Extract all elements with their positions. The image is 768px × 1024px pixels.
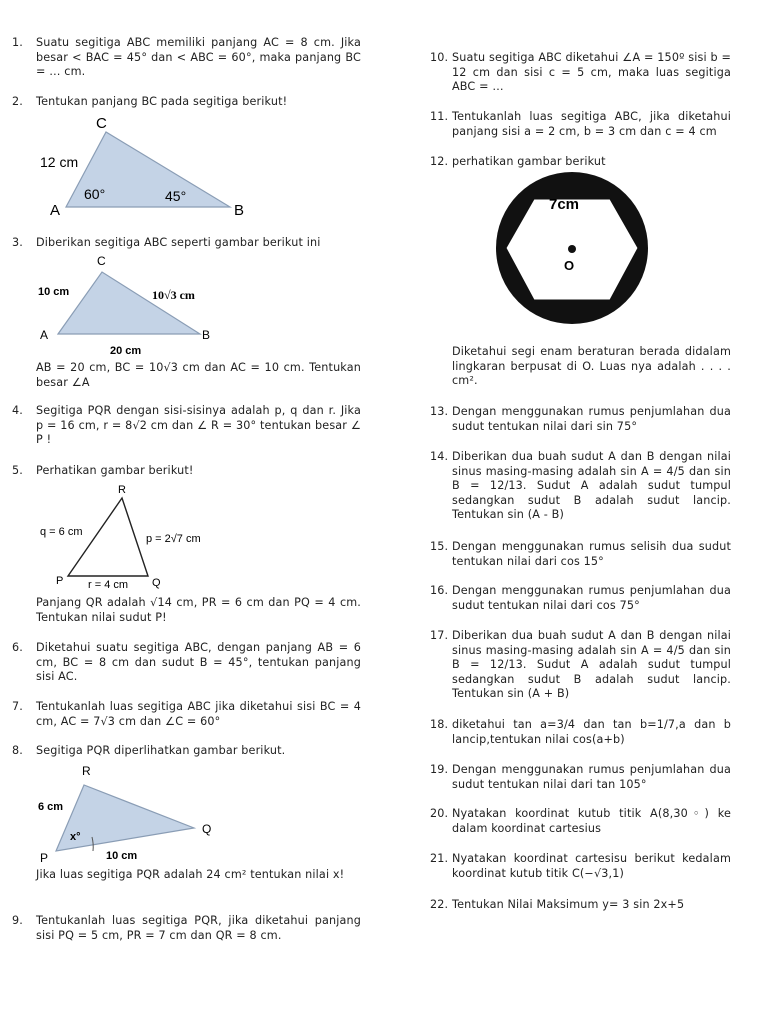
side-pr-label: 6 cm	[38, 801, 64, 813]
question-text: Dengan menggunakan rumus penjumlahan dua sudut tentukan nilai dari cos 75°	[452, 584, 731, 612]
question-text: Suatu segitiga ABC memiliki panjang AC = 8 cm. Jika besar < BAC = 45° dan < ABC = 60°, maka panjang BC = … cm.	[36, 36, 361, 79]
question-number: 12.	[430, 155, 449, 168]
vertex-label-q: Q	[152, 577, 161, 589]
question-number: 17.	[430, 629, 449, 642]
question-number: 7.	[12, 700, 23, 713]
question-number: 20.	[430, 807, 449, 820]
triangle-figure-q5	[36, 480, 236, 594]
question-number: 18.	[430, 718, 449, 731]
question-text: Tentukanlah luas segitiga ABC, jika diketahui panjang sisi a = 2 cm, b = 3 cm dan c = 4 cm	[452, 110, 731, 138]
side-bc-label: 10√3 cm	[152, 288, 195, 302]
question-text: Diketahui suatu segitiga ABC, dengan panjang AB = 6 cm, BC = 8 cm dan sudut B = 45°, tentukan panjang sisi AC.	[36, 641, 361, 684]
question-text: Nyatakan koordinat cartesisu berikut kedalam koordinat kutub titik C(−√3,1)	[452, 852, 731, 880]
vertex-label-p: P	[40, 851, 49, 865]
triangle-figure-q3	[28, 252, 258, 360]
vertex-label-b: B	[234, 202, 245, 219]
question-text: Dengan menggunakan rumus penjumlahan dua sudut tentukan nilai dari sin 75°	[452, 405, 731, 433]
question-text: Diberikan segitiga ABC seperti gambar berikut ini	[36, 236, 321, 249]
angle-a-label: 60°	[84, 186, 106, 202]
vertex-label-q: Q	[202, 822, 212, 836]
question-number: 6.	[12, 641, 23, 654]
triangle-figure-q8	[34, 760, 234, 868]
question-text: Perhatikan gambar berikut!	[36, 464, 194, 477]
vertex-label-p: P	[56, 575, 64, 587]
question-text: Dengan menggunakan rumus selisih dua sudut tentukan nilai dari cos 15°	[452, 540, 731, 568]
hexagon-circle-figure	[494, 170, 650, 326]
question-text: Tentukan panjang BC pada segitiga berikut!	[36, 95, 288, 108]
question-text: Tentukanlah luas segitiga ABC jika diketahui sisi BC = 4 cm, AC = 7√3 cm dan ∠C = 60°	[36, 700, 361, 728]
vertex-label-r: R	[82, 764, 91, 778]
side-p-label: p = 2√7 cm	[146, 533, 201, 545]
vertex-label-a: A	[50, 202, 61, 219]
question-number: 19.	[430, 763, 449, 776]
angle-b-label: 45°	[165, 188, 187, 204]
vertex-label-a: A	[40, 328, 49, 342]
question-number: 4.	[12, 404, 23, 417]
side-pq-label: 10 cm	[106, 850, 138, 862]
question-number: 2.	[12, 95, 23, 108]
question-text: diketahui tan a=3/4 dan tan b=1/7,a dan b lancip,tentukan nilai cos(a+b)	[452, 718, 731, 746]
question-text: Suatu segitiga ABC diketahui ∠A = 150º sisi b = 12 cm dan sisi c = 5 cm, maka luas segitiga ABC = …	[452, 51, 731, 94]
question-text: Tentukan Nilai Maksimum y= 3 sin 2x+5	[452, 898, 685, 911]
vertex-label-r: R	[118, 484, 126, 496]
question-number: 22.	[430, 898, 449, 911]
side-label: 12 cm	[40, 154, 79, 170]
question-3-followup: AB = 20 cm, BC = 10√3 cm dan AC = 10 cm. Tentukan besar ∠A	[36, 361, 361, 389]
question-5-followup: Panjang QR adalah √14 cm, PR = 6 cm dan PQ = 4 cm. Tentukan nilai sudut P!	[36, 596, 361, 624]
question-number: 3.	[12, 236, 23, 249]
question-text: Segitiga PQR diperlihatkan gambar berikut.	[36, 744, 286, 757]
question-number: 21.	[430, 852, 449, 865]
side-r-label: r = 4 cm	[88, 579, 129, 591]
question-number: 16.	[430, 584, 449, 597]
question-number: 5.	[12, 464, 23, 477]
center-point	[568, 245, 576, 253]
question-text: Segitiga PQR dengan sisi-sisinya adalah p, q dan r. Jika p = 16 cm, r = 8√2 cm dan ∠ R = 30° tentukan besar ∠ P !	[36, 404, 361, 447]
vertex-label-c: C	[97, 254, 106, 268]
side-ab-label: 20 cm	[110, 345, 142, 357]
side-length-label: 7cm	[549, 196, 580, 213]
question-number: 1.	[12, 36, 23, 49]
triangle-shape	[58, 272, 200, 334]
angle-x-label: x°	[70, 831, 81, 843]
vertex-label-b: B	[202, 328, 211, 342]
question-text: Diberikan dua buah sudut A dan B dengan nilai sinus masing-masing adalah sin A = 4/5 dan sin B = 12/13. Sudut A adalah sudut tumpul sedangkan sudut B adalah sudut lancip. Tentukan sin (A + B)	[452, 629, 731, 701]
question-number: 9.	[12, 914, 23, 927]
question-text: perhatikan gambar berikut	[452, 155, 606, 168]
question-number: 14.	[430, 450, 449, 463]
question-text: Tentukanlah luas segitiga PQR, jika diketahui panjang sisi PQ = 5 cm, PR = 7 cm dan QR = 8 cm.	[36, 914, 361, 942]
question-number: 8.	[12, 744, 23, 757]
side-q-label: q = 6 cm	[40, 526, 83, 538]
center-label: O	[564, 258, 575, 273]
question-number: 11.	[430, 110, 449, 123]
triangle-figure-q2	[28, 112, 268, 224]
question-8-followup: Jika luas segitiga PQR adalah 24 cm² tentukan nilai x!	[36, 868, 345, 881]
question-text: Nyatakan koordinat kutub titik A(8,30◦) ke dalam koordinat cartesius	[452, 807, 731, 835]
question-number: 13.	[430, 405, 449, 418]
question-12-followup: Diketahui segi enam beraturan berada didalam lingkaran berpusat di O. Luas nya adalah . . . . cm².	[452, 345, 731, 388]
vertex-label-c: C	[96, 115, 107, 132]
question-number: 15.	[430, 540, 449, 553]
question-text: Dengan menggunakan rumus penjumlahan dua sudut tentukan nilai dari tan 105°	[452, 763, 731, 791]
side-ac-label: 10 cm	[38, 286, 70, 298]
question-text: Diberikan dua buah sudut A dan B dengan nilai sinus masing-masing adalah sin A = 4/5 dan sin B = 12/13. Sudut A adalah sudut tumpul sedangkan sudut B adalah sudut lancip. Tentukan sin (A - B)	[452, 450, 731, 522]
question-number: 10.	[430, 51, 449, 64]
